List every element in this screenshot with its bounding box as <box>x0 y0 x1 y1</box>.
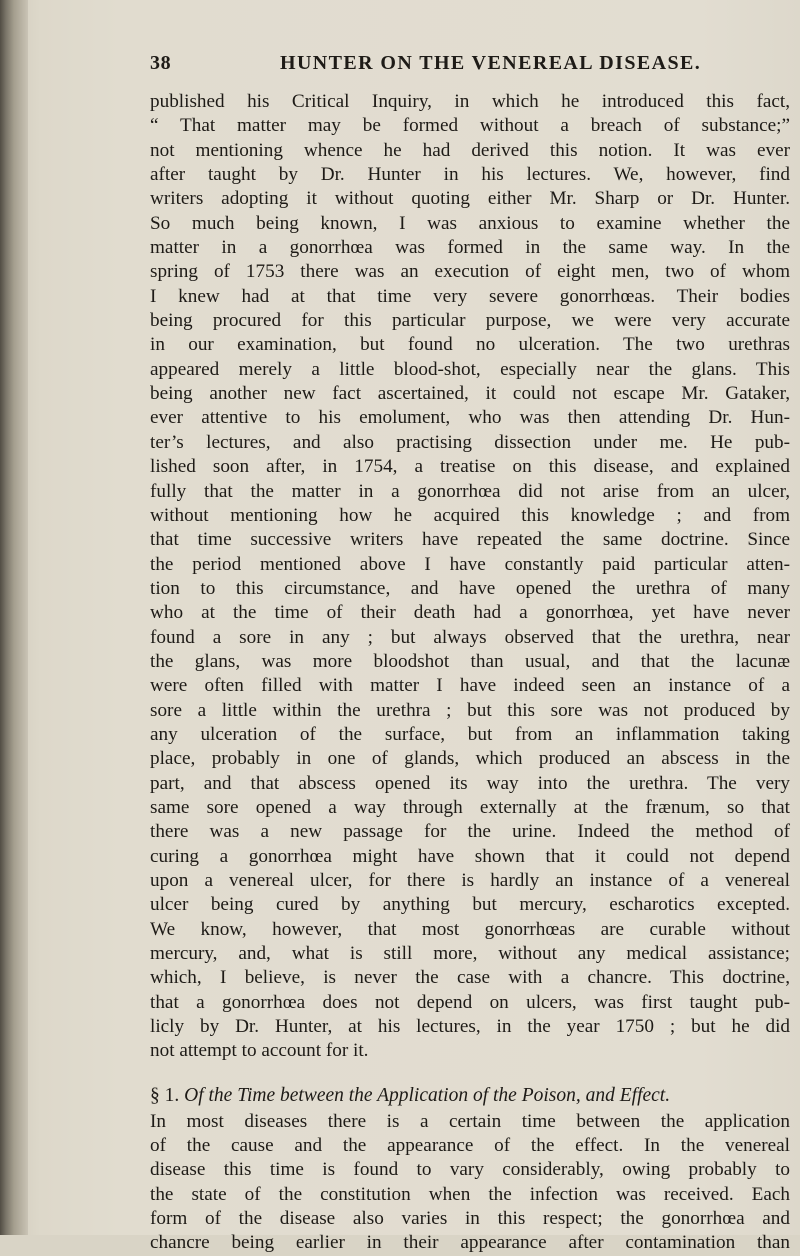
text-line: appeared merely a little blood-shot, especially near the glans. This <box>150 358 790 380</box>
text-line: published his Critical Inquiry, in which he introduced this fact, <box>150 91 790 112</box>
running-head <box>150 52 790 80</box>
section-title: Of the Time between the Application of the Poison, and Effect. <box>184 1084 671 1106</box>
text-line: who at the time of their death had a gonorrhœa, yet have never <box>150 602 790 624</box>
text-line: fully that the matter in a gonorrhœa did not arise from an ulcer, <box>150 480 790 502</box>
text-line: place, probably in one of glands, which produced an abscess in the <box>150 748 790 770</box>
text-line: writers adopting it without quoting either Mr. Sharp or Dr. Hunter. <box>150 188 790 210</box>
text-line: being procured for this particular purpose, we were very accurate <box>150 310 790 332</box>
text-line: of the cause and the appearance of the effect. In the venereal <box>150 1135 790 1157</box>
text-line: We know, however, that most gonorrhœas are curable without <box>150 918 790 940</box>
text-line: in our examination, but found no ulceration. The two urethras <box>150 334 790 356</box>
text-line: the glans, was more bloodshot than usual, and that the lacunæ <box>150 650 790 672</box>
text-line: lished soon after, in 1754, a treatise on this disease, and explained <box>150 456 790 478</box>
paragraph-time-between <box>150 1110 790 1256</box>
text-line: the period mentioned above I have constantly paid particular atten- <box>150 553 790 575</box>
binding-shadow <box>0 0 28 1235</box>
text-line: ulcer being cured by anything but mercury, escharotics excepted. <box>150 894 790 916</box>
text-line: mercury, and, what is still more, without any medical assistance; <box>150 943 790 965</box>
text-line: after taught by Dr. Hunter in his lectures. We, however, find <box>150 164 790 186</box>
text-line: matter in a gonorrhœa was formed in the same way. In the <box>150 237 790 259</box>
text-line: ever attentive to his emolument, who was then attending Dr. Hun- <box>150 407 790 429</box>
text-line: the state of the constitution when the infection was received. Each <box>150 1183 790 1205</box>
text-line: any ulceration of the surface, but from an inflammation taking <box>150 723 790 745</box>
text-line-last: not attempt to account for it. <box>150 1040 369 1062</box>
text-line: licly by Dr. Hunter, at his lectures, in the year 1750 ; but he did <box>150 1016 790 1038</box>
text-line: there was a new passage for the urine. Indeed the method of <box>150 821 790 843</box>
text-line: which, I believe, is never the case with a chancre. This doctrine, <box>150 967 790 989</box>
section-spacer <box>150 1064 790 1084</box>
text-line: upon a venereal ulcer, for there is hardly an instance of a venereal <box>150 870 790 891</box>
page-number: 38 <box>150 52 172 74</box>
text-line: ter’s lectures, and also practising dissection under me. He pub- <box>150 431 790 453</box>
text-line: part, and that abscess opened its way into the urethra. The very <box>150 772 790 794</box>
text-line: that a gonorrhœa does not depend on ulcers, was first taught pub- <box>150 991 790 1013</box>
section-heading <box>150 1084 790 1110</box>
main-text <box>150 90 790 1256</box>
text-line: curing a gonorrhœa might have shown that it could not depend <box>150 845 790 867</box>
text-line: spring of 1753 there was an execution of eight men, two of whom <box>150 261 790 283</box>
text-line: chancre being earlier in their appearance after contamination than <box>150 1232 790 1254</box>
text-line: I knew had at that time very severe gonorrhœas. Their bodies <box>150 285 790 307</box>
text-line: that time successive writers have repeated the same doctrine. Since <box>150 529 790 551</box>
text-line: form of the disease also varies in this respect; the gonorrhœa and <box>150 1208 790 1230</box>
text-line: disease this time is found to vary considerably, owing probably to <box>150 1159 790 1181</box>
paragraph-critical-inquiry <box>150 90 790 1064</box>
text-line: without mentioning how he acquired this knowledge ; and from <box>150 504 790 526</box>
text-line: were often filled with matter I have indeed seen an instance of a <box>150 675 790 697</box>
text-line: So much being known, I was anxious to examine whether the <box>150 212 790 234</box>
text-line: tion to this circumstance, and have opened the urethra of many <box>150 577 790 599</box>
text-line: found a sore in any ; but always observed that the urethra, near <box>150 626 790 648</box>
running-title: HUNTER ON THE VENEREAL DISEASE. <box>280 52 702 74</box>
text-line: “ That matter may be formed without a breach of substance;” <box>150 115 790 137</box>
text-line: In most diseases there is a certain time between the application <box>150 1110 790 1132</box>
text-line: not mentioning whence he had derived this notion. It was ever <box>150 139 790 161</box>
text-line: same sore opened a way through externally at the frænum, so that <box>150 796 790 818</box>
text-line: sore a little within the urethra ; but this sore was not produced by <box>150 699 790 721</box>
section-number: § 1. <box>150 1084 180 1106</box>
text-line: being another new fact ascertained, it could not escape Mr. Gataker, <box>150 383 790 405</box>
